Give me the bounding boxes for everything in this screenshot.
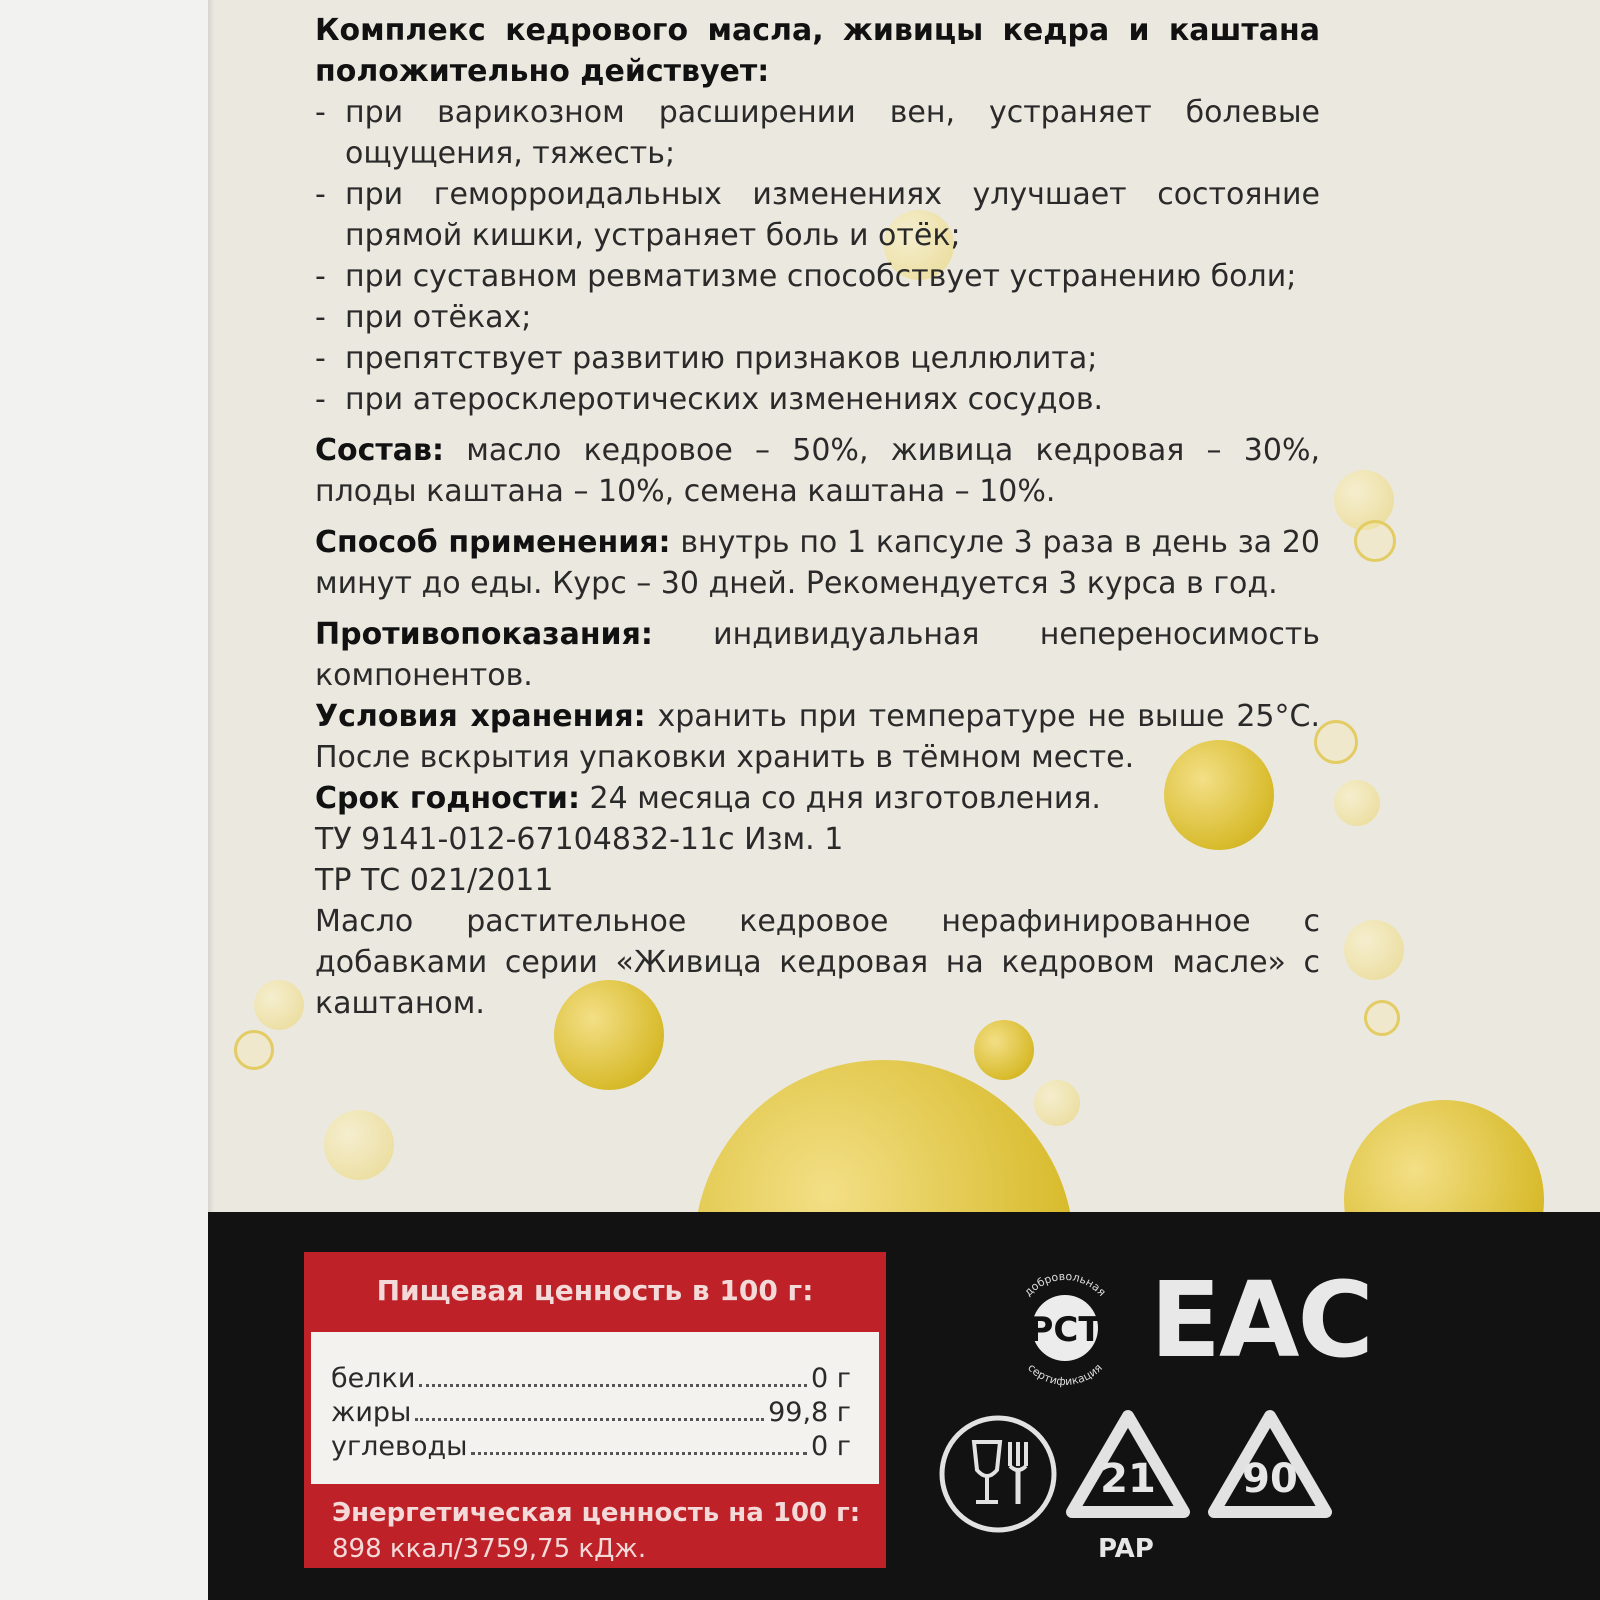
nutrition-title: Пищевая ценность в 100 г: bbox=[376, 1274, 814, 1307]
energy-value: 898 ккал/3759,75 кДж. bbox=[332, 1534, 647, 1564]
svg-text:добровольная bbox=[1022, 1270, 1109, 1299]
recycle-21-icon bbox=[1064, 1408, 1192, 1524]
contraindications-text: индивидуальная непереносимость компонентов. bbox=[315, 617, 1320, 693]
nutrition-row bbox=[331, 1428, 851, 1462]
nutrition-table bbox=[304, 1252, 886, 1568]
storage-label: Условия хранения: bbox=[315, 699, 646, 734]
leader-dots bbox=[415, 1418, 764, 1421]
bubble bbox=[1334, 780, 1380, 826]
nutrient-name: углеводы bbox=[331, 1431, 468, 1462]
bubble bbox=[1334, 470, 1394, 530]
usage-paragraph bbox=[315, 522, 1320, 604]
bubble bbox=[234, 1030, 274, 1070]
rst-certification-icon bbox=[1000, 1262, 1130, 1392]
storage-text: хранить при температуре не выше 25°С. После вскрытия упаковки хранить в тёмном месте. bbox=[315, 699, 1320, 775]
bubble bbox=[1034, 1080, 1080, 1126]
nutrition-row bbox=[331, 1360, 851, 1394]
tr-ts-code: ТР ТС 021/2011 bbox=[315, 863, 554, 898]
benefit-item: - препятствует развитию признаков целлюлита; bbox=[315, 338, 1320, 379]
bubble bbox=[974, 1020, 1034, 1080]
leader-dots bbox=[419, 1384, 807, 1387]
storage-paragraph bbox=[315, 696, 1320, 778]
tu-code: ТУ 9141-012-67104832-11с Изм. 1 bbox=[315, 822, 844, 857]
shelf-life-paragraph bbox=[315, 778, 1320, 819]
bubble bbox=[1354, 520, 1396, 562]
eac-icon: ЕАС bbox=[1150, 1259, 1372, 1381]
energy-label: Энергетическая ценность на 100 г: bbox=[332, 1498, 861, 1528]
nutrition-row bbox=[331, 1394, 851, 1428]
benefit-item: - при суставном ревматизме способствует устранению боли; bbox=[315, 256, 1320, 297]
recycle-21-number: 21 bbox=[1100, 1456, 1156, 1502]
rst-bottom-text: сертификация bbox=[1025, 1361, 1105, 1389]
rst-mark: РСТ bbox=[1028, 1310, 1102, 1350]
box-left-edge bbox=[0, 0, 208, 1600]
bubble bbox=[1344, 1100, 1544, 1212]
bubble bbox=[1364, 1000, 1400, 1036]
recycle-90-number: 90 bbox=[1242, 1456, 1298, 1502]
food-safe-icon bbox=[936, 1412, 1060, 1536]
composition-text: масло кедровое – 50%, живица кедровая – 30%, плоды каштана – 10%, семена каштана – 10%. bbox=[315, 433, 1320, 509]
shelf-life-label: Срок годности: bbox=[315, 781, 580, 816]
recycle-90-icon bbox=[1206, 1408, 1334, 1524]
bubble bbox=[1314, 720, 1358, 764]
nutrient-value: 0 г bbox=[811, 1363, 851, 1394]
large-yellow-sphere bbox=[694, 1060, 1074, 1212]
nutrient-name: белки bbox=[331, 1363, 416, 1394]
shelf-life-text: 24 месяца со дня изготовления. bbox=[589, 781, 1101, 816]
benefit-item: - при атеросклеротических изменениях сосудов. bbox=[315, 379, 1320, 420]
intro-heading: Комплекс кедрового масла, живицы кедра и каштана положительно действует: bbox=[315, 13, 1320, 89]
composition-paragraph bbox=[315, 430, 1320, 512]
benefit-item: - при геморроидальных изменениях улучшает состояние прямой кишки, устраняет боль и отёк; bbox=[315, 174, 1320, 256]
composition-label: Состав: bbox=[315, 433, 445, 468]
nutrient-value: 99,8 г bbox=[768, 1397, 851, 1428]
product-description: Масло растительное кедровое нерафинированное с добавками серии «Живица кедровая на кедровом масле» с каштаном. bbox=[315, 904, 1320, 1021]
bubble bbox=[324, 1110, 394, 1180]
usage-label: Способ применения: bbox=[315, 525, 671, 560]
recycle-label: PAP bbox=[1098, 1534, 1154, 1564]
leader-dots bbox=[471, 1452, 807, 1455]
contraindications-paragraph bbox=[315, 614, 1320, 696]
rst-top-text: добровольная bbox=[1021, 1269, 1109, 1299]
benefit-item: - при отёках; bbox=[315, 297, 1320, 338]
bubble bbox=[254, 980, 304, 1030]
benefit-item: - при варикозном расширении вен, устраняет болевые ощущения, тяжесть; bbox=[315, 92, 1320, 174]
nutrient-name: жиры bbox=[331, 1397, 412, 1428]
bubble bbox=[1344, 920, 1404, 980]
nutrient-value: 0 г bbox=[811, 1431, 851, 1462]
contraindications-label: Противопоказания: bbox=[315, 617, 653, 652]
nutrition-values-box bbox=[311, 1332, 879, 1484]
svg-text:сертификация bbox=[1025, 1361, 1105, 1388]
label-text-block bbox=[315, 10, 1320, 1024]
benefits-list bbox=[315, 92, 1320, 420]
usage-text: внутрь по 1 капсуле 3 раза в день за 20 минут до еды. Курс – 30 дней. Рекомендуется 3 курса в год. bbox=[315, 525, 1320, 601]
